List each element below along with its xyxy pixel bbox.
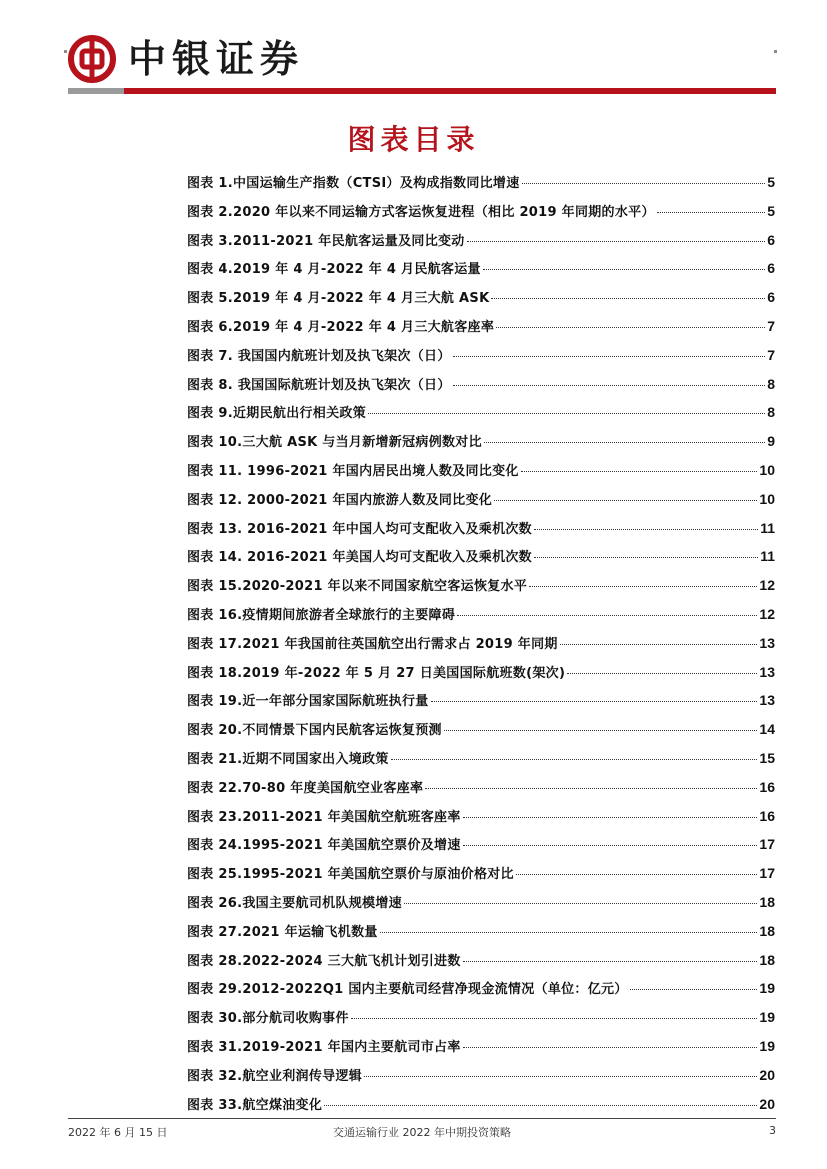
toc-list bbox=[187, 172, 775, 1122]
toc-dot-leader bbox=[463, 845, 758, 846]
toc-entry-label[interactable]: 图表 23.2011-2021 年美国航空航班客座率 bbox=[187, 809, 461, 825]
toc-entry-page[interactable]: 6 bbox=[767, 260, 775, 277]
toc-dot-leader bbox=[657, 212, 765, 213]
toc-entry[interactable] bbox=[187, 287, 775, 316]
toc-dot-leader bbox=[380, 932, 758, 933]
toc-entry-label[interactable]: 图表 27.2021 年运输飞机数量 bbox=[187, 924, 378, 940]
toc-dot-leader bbox=[494, 500, 757, 501]
toc-entry[interactable] bbox=[187, 834, 775, 863]
toc-dot-leader bbox=[529, 586, 757, 587]
toc-dot-leader bbox=[567, 673, 757, 674]
toc-entry-page[interactable]: 7 bbox=[767, 317, 775, 334]
toc-entry-page[interactable]: 5 bbox=[767, 174, 775, 190]
toc-entry[interactable] bbox=[187, 978, 775, 1007]
toc-entry[interactable] bbox=[187, 662, 775, 691]
toc-dot-leader bbox=[484, 442, 765, 443]
header-marker-right bbox=[774, 50, 777, 53]
toc-entry-page[interactable]: 13 bbox=[759, 663, 775, 680]
toc-entry-page[interactable]: 16 bbox=[759, 778, 775, 795]
toc-dot-leader bbox=[521, 471, 758, 472]
toc-entry[interactable] bbox=[187, 777, 775, 806]
toc-dot-leader bbox=[453, 385, 766, 386]
toc-entry-page[interactable]: 9 bbox=[767, 433, 775, 450]
toc-entry[interactable] bbox=[187, 489, 775, 518]
toc-entry-label[interactable]: 图表 1.中国运输生产指数（CTSI）及构成指数同比增速 bbox=[187, 176, 520, 191]
toc-entry-page[interactable]: 12 bbox=[759, 605, 775, 622]
toc-dot-leader bbox=[351, 1018, 758, 1019]
toc-entry-page[interactable]: 12 bbox=[759, 577, 775, 594]
toc-entry-page[interactable]: 20 bbox=[759, 1095, 775, 1112]
toc-entry-label[interactable]: 图表 32.航空业利润传导逻辑 bbox=[187, 1068, 363, 1084]
toc-entry-page[interactable]: 8 bbox=[767, 375, 775, 392]
toc-dot-leader bbox=[522, 183, 766, 184]
toc-entry[interactable] bbox=[187, 575, 775, 604]
toc-entry-page[interactable]: 19 bbox=[759, 1009, 775, 1026]
toc-entry-label[interactable]: 图表 10.三大航 ASK 与当月新增新冠病例数对比 bbox=[187, 435, 482, 451]
toc-entry[interactable] bbox=[187, 863, 775, 892]
footer-divider bbox=[68, 1118, 776, 1119]
toc-entry-label[interactable]: 图表 20.不同情景下国内民航客运恢复预测 bbox=[187, 723, 442, 739]
toc-entry[interactable] bbox=[187, 921, 775, 950]
toc-entry-page[interactable]: 8 bbox=[767, 404, 775, 421]
toc-entry-label[interactable]: 图表 5.2019 年 4 月-2022 年 4 月三大航 ASK bbox=[187, 291, 490, 307]
toc-entry-page[interactable]: 13 bbox=[759, 634, 775, 651]
toc-entry-label[interactable]: 图表 15.2020-2021 年以来不同国家航空客运恢复水平 bbox=[187, 579, 528, 595]
toc-dot-leader bbox=[516, 874, 758, 875]
footer-page-number: 3 bbox=[769, 1124, 776, 1137]
toc-entry[interactable] bbox=[187, 518, 775, 547]
toc-entry-page[interactable]: 6 bbox=[767, 289, 775, 306]
toc-entry-label[interactable]: 图表 28.2022-2024 三大航飞机计划引进数 bbox=[187, 953, 461, 969]
footer-date: 2022 年 6 月 15 日 bbox=[68, 1126, 168, 1139]
toc-entry-page[interactable]: 11 bbox=[760, 548, 775, 565]
toc-entry-page[interactable]: 10 bbox=[759, 490, 775, 507]
header-divider-gray bbox=[68, 88, 124, 94]
toc-entry-label[interactable]: 图表 33.航空煤油变化 bbox=[187, 1097, 323, 1113]
toc-entry-page[interactable]: 10 bbox=[759, 461, 775, 478]
toc-entry[interactable] bbox=[187, 201, 775, 230]
toc-dot-leader bbox=[630, 989, 758, 990]
toc-dot-leader bbox=[324, 1105, 757, 1106]
toc-entry[interactable] bbox=[187, 172, 775, 201]
toc-entry-label[interactable]: 图表 2.2020 年以来不同运输方式客运恢复进程（相比 2019 年同期的水平） bbox=[187, 204, 655, 220]
toc-entry[interactable] bbox=[187, 431, 775, 460]
toc-entry-page[interactable]: 7 bbox=[767, 346, 775, 363]
toc-dot-leader bbox=[431, 701, 758, 702]
toc-entry-label[interactable]: 图表 21.近期不同国家出入境政策 bbox=[187, 751, 389, 767]
toc-dot-leader bbox=[534, 557, 758, 558]
toc-entry-label[interactable]: 图表 3.2011-2021 年民航客运量及同比变动 bbox=[187, 233, 465, 249]
toc-dot-leader bbox=[368, 413, 765, 414]
toc-entry[interactable] bbox=[187, 604, 775, 633]
toc-entry[interactable] bbox=[187, 748, 775, 777]
toc-entry[interactable] bbox=[187, 719, 775, 748]
toc-dot-leader bbox=[364, 1076, 757, 1077]
toc-entry-page[interactable]: 6 bbox=[767, 231, 775, 248]
toc-entry[interactable] bbox=[187, 546, 775, 575]
toc-dot-leader bbox=[404, 903, 757, 904]
toc-entry-page[interactable]: 19 bbox=[759, 980, 775, 997]
toc-entry-page[interactable]: 11 bbox=[760, 519, 775, 536]
toc-entry-page[interactable]: 18 bbox=[759, 893, 775, 910]
toc-entry-label[interactable]: 图表 31.2019-2021 年国内主要航司市占率 bbox=[187, 1039, 461, 1055]
toc-entry[interactable] bbox=[187, 892, 775, 921]
toc-dot-leader bbox=[391, 759, 758, 760]
toc-entry-label[interactable]: 图表 14. 2016-2021 年美国人均可支配收入及乘机次数 bbox=[187, 550, 532, 566]
toc-entry[interactable] bbox=[187, 316, 775, 345]
toc-entry-page[interactable]: 15 bbox=[759, 749, 775, 766]
toc-dot-leader bbox=[483, 269, 765, 270]
toc-entry-label[interactable]: 图表 4.2019 年 4 月-2022 年 4 月民航客运量 bbox=[187, 262, 481, 278]
toc-entry-label[interactable]: 图表 24.1995-2021 年美国航空票价及增速 bbox=[187, 838, 461, 854]
toc-entry-label[interactable]: 图表 17.2021 年我国前往英国航空出行需求占 2019 年同期 bbox=[187, 636, 558, 652]
toc-title: 图表目录 bbox=[347, 123, 480, 156]
toc-entry-page[interactable]: 5 bbox=[767, 202, 775, 219]
toc-entry-label[interactable]: 图表 25.1995-2021 年美国航空票价与原油价格对比 bbox=[187, 867, 514, 883]
toc-dot-leader bbox=[463, 817, 758, 818]
toc-entry-label[interactable]: 图表 29.2012-2022Q1 国内主要航司经营净现金流情况（单位：亿元） bbox=[187, 982, 628, 998]
toc-entry-label[interactable]: 图表 6.2019 年 4 月-2022 年 4 月三大航客座率 bbox=[187, 319, 495, 335]
toc-dot-leader bbox=[463, 961, 758, 962]
toc-dot-leader bbox=[491, 298, 765, 299]
toc-entry[interactable] bbox=[187, 460, 775, 489]
toc-entry[interactable] bbox=[187, 950, 775, 979]
toc-entry[interactable] bbox=[187, 1065, 775, 1094]
header-divider bbox=[68, 88, 776, 94]
page-header bbox=[0, 0, 827, 100]
toc-entry-label[interactable]: 图表 9.近期民航出行相关政策 bbox=[187, 406, 367, 422]
toc-entry[interactable] bbox=[187, 806, 775, 835]
toc-entry[interactable] bbox=[187, 1007, 775, 1036]
footer-report-title: 交通运输行业 2022 年中期投资策略 bbox=[333, 1126, 511, 1139]
toc-dot-leader bbox=[444, 730, 758, 731]
toc-entry-label[interactable]: 图表 18.2019 年-2022 年 5 月 27 日美国国际航班数(架次) bbox=[187, 665, 566, 681]
toc-entry[interactable] bbox=[187, 374, 775, 403]
header-divider-red bbox=[124, 88, 776, 94]
toc-dot-leader bbox=[496, 327, 765, 328]
toc-dot-leader bbox=[463, 1047, 758, 1048]
toc-entry-page[interactable]: 13 bbox=[759, 692, 775, 709]
toc-entry[interactable] bbox=[187, 402, 775, 431]
toc-entry-page[interactable]: 20 bbox=[759, 1066, 775, 1083]
toc-entry-label[interactable]: 图表 19.近一年部分国家国际航班执行量 bbox=[187, 694, 429, 710]
toc-entry[interactable] bbox=[187, 258, 775, 287]
toc-entry-label[interactable]: 图表 30.部分航司收购事件 bbox=[187, 1011, 349, 1027]
toc-dot-leader bbox=[560, 644, 758, 645]
toc-entry-page[interactable]: 14 bbox=[759, 721, 775, 738]
toc-entry[interactable] bbox=[187, 1036, 775, 1065]
toc-entry-label[interactable]: 图表 12. 2000-2021 年国内旅游人数及同比变化 bbox=[187, 492, 493, 508]
toc-entry[interactable] bbox=[187, 345, 775, 374]
toc-entry[interactable] bbox=[187, 633, 775, 662]
toc-entry-label[interactable]: 图表 16.疫情期间旅游者全球旅行的主要障碍 bbox=[187, 607, 456, 623]
toc-entry-page[interactable]: 17 bbox=[759, 865, 775, 882]
toc-entry[interactable] bbox=[187, 690, 775, 719]
header-marker-left bbox=[64, 50, 67, 53]
toc-entry-page[interactable]: 18 bbox=[759, 951, 775, 968]
toc-entry-page[interactable]: 16 bbox=[759, 807, 775, 824]
company-name: 中银证券 bbox=[128, 37, 305, 81]
toc-entry-label[interactable]: 图表 13. 2016-2021 年中国人均可支配收入及乘机次数 bbox=[187, 521, 532, 537]
page-footer bbox=[68, 1124, 776, 1144]
toc-entry-label[interactable]: 图表 11. 1996-2021 年国内居民出境人数及同比变化 bbox=[187, 463, 519, 479]
toc-entry-label[interactable]: 图表 22.70-80 年度美国航空业客座率 bbox=[187, 780, 424, 796]
toc-entry-label[interactable]: 图表 7. 我国国内航班计划及执飞架次（日） bbox=[187, 348, 451, 364]
toc-entry-page[interactable]: 17 bbox=[759, 836, 775, 853]
toc-entry-label[interactable]: 图表 26.我国主要航司机队规模增速 bbox=[187, 895, 402, 911]
company-logo bbox=[68, 34, 304, 84]
toc-dot-leader bbox=[467, 241, 766, 242]
toc-dot-leader bbox=[457, 615, 757, 616]
toc-entry-page[interactable]: 19 bbox=[759, 1037, 775, 1054]
toc-entry-label[interactable]: 图表 8. 我国国际航班计划及执飞架次（日） bbox=[187, 377, 451, 393]
toc-entry-page[interactable]: 18 bbox=[759, 922, 775, 939]
bank-of-china-logo-icon bbox=[68, 35, 116, 83]
toc-dot-leader bbox=[425, 788, 757, 789]
toc-dot-leader bbox=[453, 356, 766, 357]
toc-dot-leader bbox=[534, 529, 758, 530]
toc-entry[interactable] bbox=[187, 230, 775, 259]
